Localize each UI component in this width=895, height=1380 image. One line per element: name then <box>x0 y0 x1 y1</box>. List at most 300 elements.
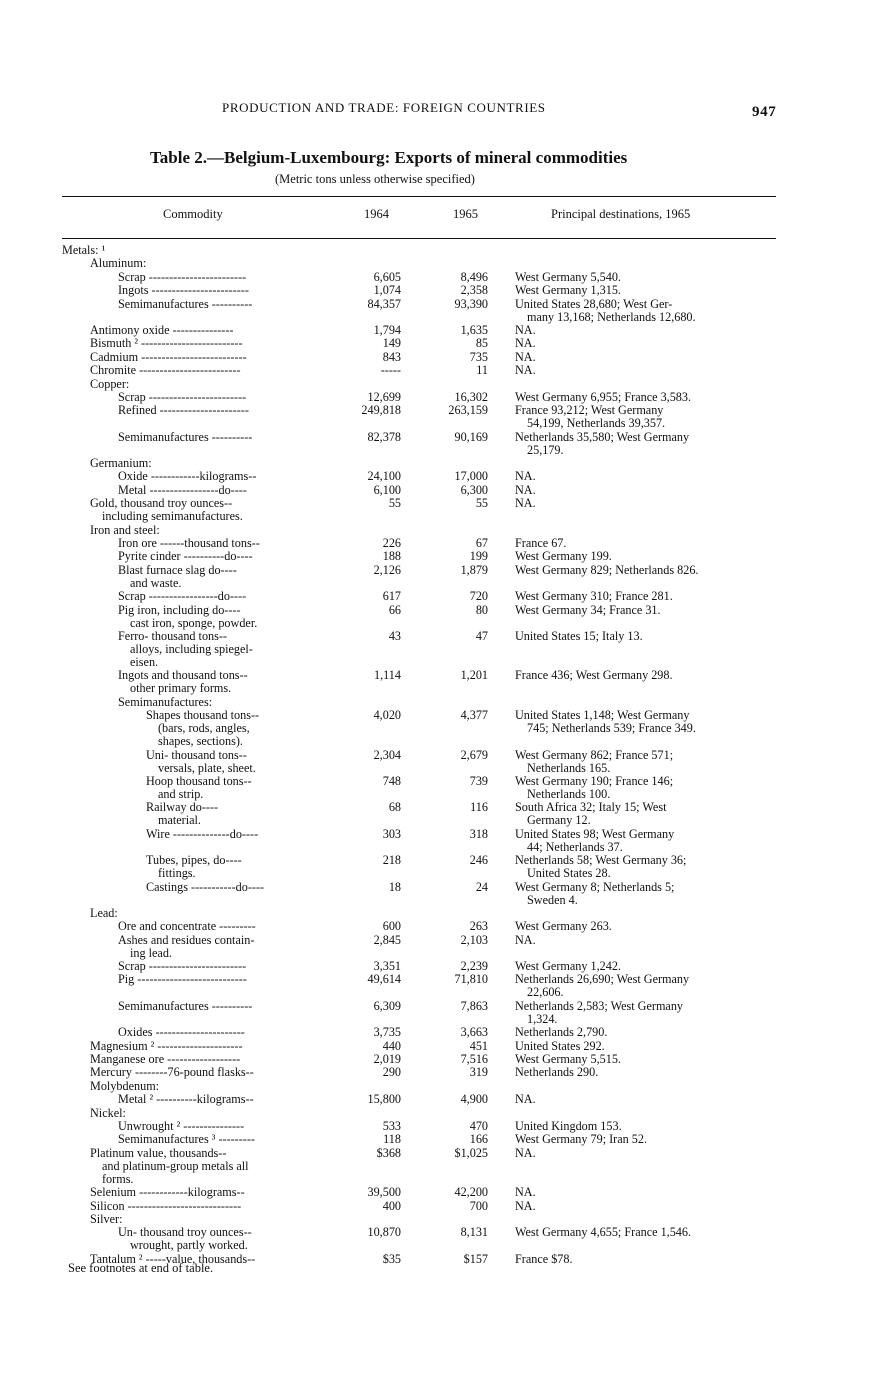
commodity-label: Tantalum ² -----value, thousands-- <box>90 1251 256 1266</box>
value-1964: 118 <box>383 1132 401 1147</box>
destination-text: United States 28. <box>527 866 611 881</box>
destinations-cell <box>515 801 777 827</box>
value-1964: 3,735 <box>373 1025 401 1040</box>
value-1965: 2,103 <box>460 932 488 947</box>
commodity-label: Copper: <box>90 376 130 391</box>
destination-text: South Africa 32; Italy 15; West <box>515 800 667 815</box>
table-row <box>0 484 895 497</box>
table-row <box>0 973 895 999</box>
destination-text: Netherlands 26,690; West Germany <box>515 972 690 987</box>
destination-text: NA. <box>515 336 536 351</box>
commodity-label: Ferro- thousand tons-- <box>118 628 227 643</box>
col-header-commodity: Commodity <box>163 207 223 221</box>
destinations-cell <box>515 298 777 324</box>
commodity-label: wrought, partly worked. <box>130 1238 248 1253</box>
commodity-label: other primary forms. <box>130 681 232 696</box>
value-1965: 8,496 <box>460 269 488 284</box>
destinations-cell <box>515 1186 777 1199</box>
table-row <box>0 1000 895 1026</box>
table-row <box>0 1147 895 1186</box>
value-1964: 6,309 <box>373 998 401 1013</box>
destinations-cell <box>515 284 777 297</box>
table-body <box>0 244 895 1266</box>
table-row <box>0 920 895 933</box>
commodity-label: Un- thousand troy ounces-- <box>118 1225 252 1240</box>
commodity-label: Railway do---- <box>146 800 219 815</box>
commodity-label: alloys, including spiegel- <box>130 641 253 656</box>
table-row <box>0 378 895 391</box>
commodity-label: Chromite ------------------------- <box>90 363 241 378</box>
value-1965: 263,159 <box>448 403 488 418</box>
destination-text: 25,179. <box>527 442 564 457</box>
table-row <box>0 1053 895 1066</box>
table-row <box>0 934 895 960</box>
value-1964: 218 <box>382 853 401 868</box>
value-1964: 2,304 <box>373 747 401 762</box>
value-1964: 1,794 <box>373 322 401 337</box>
commodity-label: Bismuth ² ------------------------- <box>90 336 243 351</box>
destination-text: Netherlands 165. <box>527 760 611 775</box>
commodity-label: versals, plate, sheet. <box>158 760 256 775</box>
value-1965: 470 <box>469 1118 488 1133</box>
commodity-cell <box>118 550 253 563</box>
commodity-cell <box>146 775 252 801</box>
table-row <box>0 696 895 709</box>
commodity-cell <box>118 960 246 973</box>
destination-text: West Germany 5,515. <box>515 1052 621 1067</box>
commodity-label: Ingots ------------------------ <box>118 283 249 298</box>
commodity-label: Silicon ---------------------------- <box>90 1198 242 1213</box>
value-1964: 843 <box>382 349 401 364</box>
table-row <box>0 1040 895 1053</box>
destinations-cell <box>515 590 777 603</box>
destination-text: 745; Netherlands 539; France 349. <box>527 721 696 736</box>
table-row <box>0 775 895 801</box>
commodity-label: Cadmium -------------------------- <box>90 349 247 364</box>
destinations-cell <box>515 920 777 933</box>
destinations-cell <box>515 1120 777 1133</box>
table-row <box>0 564 895 590</box>
value-1964: 149 <box>382 336 401 351</box>
value-1964: $368 <box>376 1145 401 1160</box>
value-1965: 16,302 <box>454 389 488 404</box>
commodity-label: Semimanufactures ---------- <box>118 429 253 444</box>
destinations-cell <box>515 564 777 577</box>
destinations-cell <box>515 709 777 735</box>
table-row <box>0 257 895 270</box>
commodity-label: eisen. <box>130 654 159 669</box>
commodity-label: Silver: <box>90 1211 123 1226</box>
commodity-label: Castings -----------do---- <box>146 879 265 894</box>
commodity-cell <box>118 298 252 311</box>
commodity-label: Hoop thousand tons-- <box>146 773 252 788</box>
commodity-label: Iron ore ------thousand tons-- <box>118 536 260 551</box>
destinations-cell <box>515 828 777 854</box>
destinations-cell <box>515 669 777 682</box>
destination-text: NA. <box>515 1092 536 1107</box>
footnote: See footnotes at end of table. <box>68 1261 214 1275</box>
value-1964: $35 <box>382 1251 401 1266</box>
destination-text: NA. <box>515 1198 536 1213</box>
table-row <box>0 669 895 695</box>
destinations-cell <box>515 1133 777 1146</box>
commodity-label: Semimanufactures: <box>118 694 213 709</box>
table-row <box>0 881 895 907</box>
value-1965: 42,200 <box>454 1185 488 1200</box>
value-1965: 85 <box>475 336 488 351</box>
table-row <box>0 497 895 523</box>
commodity-label: Oxides ---------------------- <box>118 1025 245 1040</box>
table-title: Table 2.—Belgium-Luxembourg: Exports of mineral commodities <box>150 148 628 167</box>
commodity-cell <box>90 378 129 391</box>
value-1965: 71,810 <box>454 972 488 987</box>
commodity-label: Selenium ------------kilograms-- <box>90 1185 245 1200</box>
commodity-cell <box>118 590 246 603</box>
value-1964: 290 <box>382 1065 401 1080</box>
table-row <box>0 1226 895 1252</box>
destination-text: 54,199, Netherlands 39,357. <box>527 416 666 431</box>
destination-text: United States 1,148; West Germany <box>515 708 690 723</box>
value-1965: 166 <box>469 1132 488 1147</box>
commodity-label: Scrap ------------------------ <box>118 389 247 404</box>
destination-text: NA. <box>515 322 536 337</box>
value-1965: 2,679 <box>460 747 488 762</box>
table-row <box>0 749 895 775</box>
value-1965: 739 <box>469 773 488 788</box>
destination-text: West Germany 4,655; France 1,546. <box>515 1225 692 1240</box>
commodity-label: Semimanufactures ³ --------- <box>118 1132 255 1147</box>
destinations-cell <box>515 1200 777 1213</box>
destinations-cell <box>515 271 777 284</box>
table-row <box>0 709 895 748</box>
destinations-cell <box>515 484 777 497</box>
destination-text: Netherlands 35,580; West Germany <box>515 429 690 444</box>
commodity-label: Pig iron, including do---- <box>118 602 241 617</box>
destination-text: NA. <box>515 349 536 364</box>
commodity-label: (bars, rods, angles, <box>158 721 250 736</box>
commodity-cell <box>146 749 256 775</box>
commodity-cell <box>118 696 212 709</box>
table-row <box>0 244 895 257</box>
commodity-label: cast iron, sponge, powder. <box>130 615 258 630</box>
destinations-cell <box>515 604 777 617</box>
header-rule <box>62 238 776 239</box>
commodity-label: Scrap -----------------do---- <box>118 589 247 604</box>
table-row <box>0 524 895 537</box>
value-1964: 440 <box>382 1038 401 1053</box>
table-row <box>0 1080 895 1093</box>
commodity-cell <box>118 1026 245 1039</box>
commodity-cell <box>90 324 233 337</box>
table-subtitle: (Metric tons unless otherwise specified) <box>275 172 475 186</box>
commodity-label: Wire --------------do---- <box>146 826 259 841</box>
destination-text: West Germany 5,540. <box>515 269 621 284</box>
value-1964: 15,800 <box>367 1092 401 1107</box>
destination-text: West Germany 34; France 31. <box>515 602 661 617</box>
destination-text: Germany 12. <box>527 813 591 828</box>
page-number: 947 <box>752 104 777 120</box>
commodity-label: Ingots and thousand tons-- <box>118 668 248 683</box>
destination-text: United States 292. <box>515 1038 605 1053</box>
destination-text: NA. <box>515 1145 536 1160</box>
commodity-cell <box>90 1040 243 1053</box>
commodity-cell <box>118 973 247 986</box>
value-1965: 700 <box>469 1198 488 1213</box>
table-row <box>0 298 895 324</box>
commodity-cell <box>118 564 237 590</box>
table-row <box>0 457 895 470</box>
value-1964: 6,100 <box>373 482 401 497</box>
table-row <box>0 1133 895 1146</box>
value-1964: 12,699 <box>367 389 401 404</box>
value-1964: 6,605 <box>373 269 401 284</box>
destinations-cell <box>515 1053 777 1066</box>
destination-text: West Germany 862; France 571; <box>515 747 674 762</box>
table-row <box>0 470 895 483</box>
value-1965: 2,239 <box>460 959 488 974</box>
table-row <box>0 590 895 603</box>
value-1964: 68 <box>388 800 401 815</box>
commodity-cell <box>90 1080 159 1093</box>
destination-text: West Germany 8; Netherlands 5; <box>515 879 675 894</box>
commodity-cell <box>90 257 146 270</box>
destinations-cell <box>515 537 777 550</box>
col-header-destinations: Principal destinations, 1965 <box>551 207 691 221</box>
table-row <box>0 391 895 404</box>
value-1965: 1,879 <box>460 562 488 577</box>
commodity-label: Iron and steel: <box>90 522 160 537</box>
commodity-cell <box>118 934 254 960</box>
destination-text: Sweden 4. <box>527 892 578 907</box>
destinations-cell <box>515 1226 777 1239</box>
col-header-1965: 1965 <box>453 207 478 221</box>
commodity-label: Blast furnace slag do---- <box>118 562 237 577</box>
value-1965: 24 <box>475 879 488 894</box>
commodity-cell <box>146 881 264 894</box>
commodity-label: Scrap ------------------------ <box>118 269 247 284</box>
value-1964: 66 <box>388 602 401 617</box>
value-1965: 3,663 <box>460 1025 488 1040</box>
destinations-cell <box>515 431 777 457</box>
value-1965: 11 <box>476 363 488 378</box>
commodity-cell <box>90 1107 126 1120</box>
commodity-cell <box>118 431 252 444</box>
destinations-cell <box>515 854 777 880</box>
commodity-label: Gold, thousand troy ounces-- <box>90 496 233 511</box>
commodity-cell <box>118 484 247 497</box>
destination-text: France 436; West Germany 298. <box>515 668 673 683</box>
destination-text: France 67. <box>515 536 567 551</box>
destinations-cell <box>515 960 777 973</box>
destination-text: West Germany 199. <box>515 549 612 564</box>
table-row <box>0 960 895 973</box>
destinations-cell <box>515 1026 777 1039</box>
destination-text: 1,324. <box>527 1011 558 1026</box>
commodity-label: and platinum-group metals all <box>102 1158 249 1173</box>
value-1965: 47 <box>475 628 488 643</box>
destinations-cell <box>515 934 777 947</box>
commodity-cell <box>90 1200 241 1213</box>
table-row <box>0 284 895 297</box>
destination-text: NA. <box>515 496 536 511</box>
commodity-label: and waste. <box>130 575 182 590</box>
destination-text: Netherlands 58; West Germany 36; <box>515 853 687 868</box>
table-row <box>0 630 895 669</box>
commodity-cell <box>90 907 118 920</box>
value-1965: 199 <box>469 549 488 564</box>
top-rule <box>62 196 776 197</box>
destinations-cell <box>515 1040 777 1053</box>
commodity-label: Molybdenum: <box>90 1078 160 1093</box>
commodity-cell <box>118 284 249 297</box>
destinations-cell <box>515 470 777 483</box>
value-1965: $157 <box>463 1251 488 1266</box>
commodity-label: Aluminum: <box>90 256 147 271</box>
table-row <box>0 337 895 350</box>
destination-text: West Germany 190; France 146; <box>515 773 674 788</box>
value-1965: 90,169 <box>454 429 488 444</box>
value-1964: 55 <box>388 496 401 511</box>
table-row <box>0 907 895 920</box>
value-1964: 600 <box>382 919 401 934</box>
destination-text: West Germany 79; Iran 52. <box>515 1132 648 1147</box>
destination-text: many 13,168; Netherlands 12,680. <box>527 309 696 324</box>
value-1964: 1,114 <box>374 668 401 683</box>
commodity-label: Nickel: <box>90 1105 126 1120</box>
commodity-cell <box>118 630 253 669</box>
table-row <box>0 351 895 364</box>
commodity-label: Pyrite cinder ----------do---- <box>118 549 253 564</box>
commodity-cell <box>118 669 248 695</box>
destinations-cell <box>515 775 777 801</box>
commodity-label: Pig --------------------------- <box>118 972 247 987</box>
commodity-label: Ore and concentrate --------- <box>118 919 256 934</box>
commodity-label: Mercury --------76-pound flasks-- <box>90 1065 254 1080</box>
commodity-label: Uni- thousand tons-- <box>146 747 247 762</box>
value-1965: 7,863 <box>460 998 488 1013</box>
destinations-cell <box>515 1000 777 1026</box>
value-1964: 2,845 <box>373 932 401 947</box>
commodity-cell <box>118 1226 252 1252</box>
commodity-label: Magnesium ² --------------------- <box>90 1038 243 1053</box>
destinations-cell <box>515 973 777 999</box>
destinations-cell <box>515 364 777 377</box>
commodity-label: shapes, sections). <box>158 734 243 749</box>
commodity-label: Tubes, pipes, do---- <box>146 853 242 868</box>
table-row <box>0 604 895 630</box>
value-1965: 246 <box>469 853 488 868</box>
value-1965: $1,025 <box>454 1145 488 1160</box>
destination-text: United States 28,680; West Ger- <box>515 296 673 311</box>
commodity-label: Refined ---------------------- <box>118 403 249 418</box>
commodity-label: Manganese ore ------------------ <box>90 1052 241 1067</box>
destinations-cell <box>515 1093 777 1106</box>
table-row <box>0 537 895 550</box>
destination-text: Netherlands 290. <box>515 1065 599 1080</box>
value-1965: 735 <box>469 349 488 364</box>
commodity-label: Metal ² ----------kilograms-- <box>118 1092 254 1107</box>
value-1964: 226 <box>382 536 401 551</box>
commodity-cell <box>118 271 246 284</box>
value-1965: 55 <box>475 496 488 511</box>
value-1964: 49,614 <box>367 972 401 987</box>
destination-text: West Germany 263. <box>515 919 612 934</box>
value-1964: 43 <box>388 628 401 643</box>
commodity-cell <box>146 828 258 841</box>
commodity-cell <box>146 801 218 827</box>
value-1964: 3,351 <box>373 959 401 974</box>
commodity-label: Platinum value, thousands-- <box>90 1145 227 1160</box>
commodity-label: ing lead. <box>130 945 172 960</box>
commodity-cell <box>118 1093 254 1106</box>
commodity-label: Ashes and residues contain- <box>118 932 255 947</box>
value-1965: 263 <box>469 919 488 934</box>
destination-text: Netherlands 2,790. <box>515 1025 608 1040</box>
destinations-cell <box>515 324 777 337</box>
table-row <box>0 1186 895 1199</box>
destinations-cell <box>515 1147 777 1160</box>
destination-text: 22,606. <box>527 985 564 1000</box>
value-1965: 2,358 <box>460 283 488 298</box>
value-1964: 617 <box>382 589 401 604</box>
value-1965: 4,377 <box>460 708 488 723</box>
table-row <box>0 828 895 854</box>
value-1964: 533 <box>382 1118 401 1133</box>
commodity-label: and strip. <box>158 786 204 801</box>
value-1965: 1,635 <box>460 322 488 337</box>
commodity-label: fittings. <box>158 866 196 881</box>
value-1964: 748 <box>382 773 401 788</box>
commodity-cell <box>118 391 246 404</box>
value-1964: 24,100 <box>367 469 401 484</box>
commodity-cell <box>90 1066 254 1079</box>
destination-text: West Germany 1,242. <box>515 959 621 974</box>
commodity-label: Germanium: <box>90 456 152 471</box>
commodity-cell <box>90 364 241 377</box>
table-row <box>0 404 895 430</box>
commodity-cell <box>118 1120 244 1133</box>
table-row <box>0 854 895 880</box>
table-row <box>0 1107 895 1120</box>
destination-text: Netherlands 100. <box>527 786 611 801</box>
commodity-cell <box>118 920 256 933</box>
destination-text: NA. <box>515 482 536 497</box>
value-1965: 1,201 <box>460 668 488 683</box>
commodity-label: Metal -----------------do---- <box>118 482 247 497</box>
table-row <box>0 1026 895 1039</box>
table-row <box>0 801 895 827</box>
commodity-label: Antimony oxide --------------- <box>90 322 234 337</box>
value-1965: 93,390 <box>454 296 488 311</box>
commodity-cell <box>90 1147 249 1186</box>
value-1964: 39,500 <box>367 1185 401 1200</box>
value-1965: 720 <box>469 589 488 604</box>
destinations-cell <box>515 1066 777 1079</box>
destination-text: 44; Netherlands 37. <box>527 839 623 854</box>
commodity-label: Scrap ------------------------ <box>118 959 247 974</box>
value-1965: 7,516 <box>460 1052 488 1067</box>
running-title: PRODUCTION AND TRADE: FOREIGN COUNTRIES <box>222 100 546 115</box>
commodity-cell <box>118 537 260 550</box>
destinations-cell <box>515 497 777 510</box>
value-1965: 67 <box>475 536 488 551</box>
value-1964: 2,019 <box>373 1052 401 1067</box>
table-row <box>0 1200 895 1213</box>
destination-text: United States 98; West Germany <box>515 826 675 841</box>
table-row <box>0 324 895 337</box>
value-1964: 18 <box>388 879 401 894</box>
destinations-cell <box>515 337 777 350</box>
